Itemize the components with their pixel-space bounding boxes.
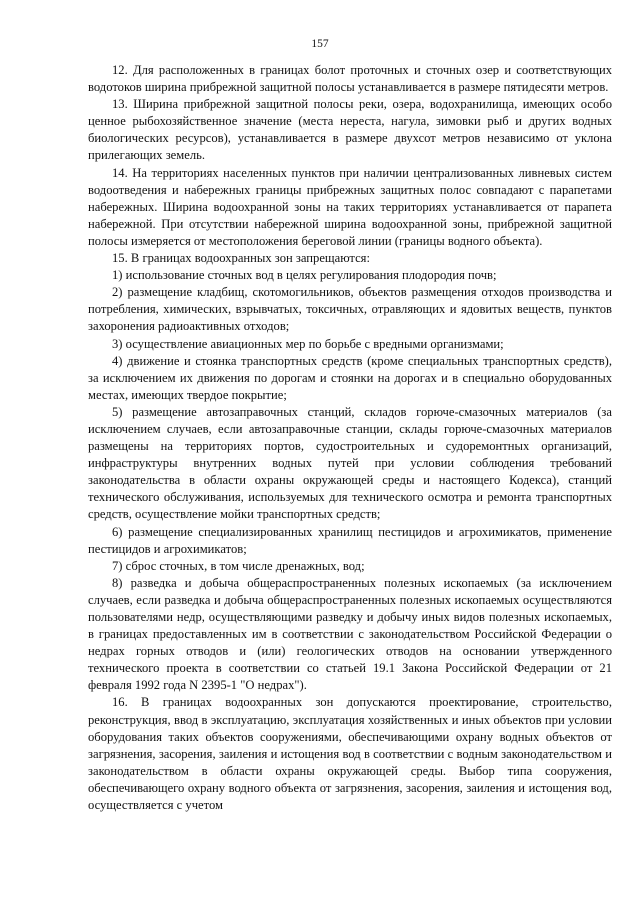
paragraph-16: 16. В границах водоохранных зон допускаются проектирование, строительство, реконструкция, ввод в эксплуатацию, эксплуатация хозяйственных и иных объектов при условии оборудования таких объектов сооружениями, обеспечивающими охрану водных объектов от загрязнения, засорения, заиления и истощения вод в соответствии с водным законодательством и законодательством в области охраны окружающей среды. Выбор типа сооружения, обеспечивающего охрану водного объекта от загрязнения, засорения, заиления и истощения вод, осуществляется с учетом	[88, 695, 612, 813]
paragraph-15-heading: 15. В границах водоохранных зон запрещаются:	[112, 251, 370, 266]
list-item-4: 4) движение и стоянка транспортных средств (кроме специальных транспортных средств), за исключением их движения по дорогам и стоянки на дорогах и в специально оборудованных местах, имеющих твердое покрытие;	[88, 353, 612, 402]
list-item-6: 6) размещение специализированных хранилищ пестицидов и агрохимикатов, применение пестицидов и агрохимикатов;	[88, 524, 612, 556]
page-number: 157	[311, 38, 329, 50]
document-body	[88, 62, 612, 814]
list-item-1: 1) использование сточных вод в целях регулирования плодородия почв;	[112, 268, 497, 283]
list-item-7: 7) сброс сточных, в том числе дренажных, вод;	[112, 558, 365, 573]
paragraph-13: 13. Ширина прибрежной защитной полосы реки, озера, водохранилища, имеющих особо ценное рыбохозяйственное значение (места нереста, нагула, зимовки рыб и других водных биологических ресурсов), устанавливается в размере двухсот метров независимо от уклона прилегающих земель.	[88, 97, 612, 163]
paragraph-12: 12. Для расположенных в границах болот проточных и сточных озер и соответствующих водотоков ширина прибрежной защитной полосы устанавливается в размере пятидесяти метров.	[88, 63, 612, 95]
paragraph-14: 14. На территориях населенных пунктов при наличии централизованных ливневых систем водоотведения и набережных границы прибрежных защитных полос совпадают с парапетами набережных. Ширина водоохранной зоны на таких территориях устанавливается от парапета набережной. При отсутствии набережной ширина водоохранной зоны, прибрежной защитной полосы измеряется от местоположения береговой линии (границы водного объекта).	[88, 165, 612, 248]
list-item-2: 2) размещение кладбищ, скотомогильников, объектов размещения отходов производства и потребления, химических, взрывчатых, токсичных, отравляющих и ядовитых веществ, пунктов захоронения радиоактивных отходов;	[88, 285, 612, 334]
list-item-5: 5) размещение автозаправочных станций, складов горюче-смазочных материалов (за исключением случаев, если автозаправочные станции, склады горюче-смазочных материалов размещены на территориях портов, судостроительных и судоремонтных организаций, инфраструктуры внутренних водных путей при условии соблюдения требований законодательства в области охраны окружающей среды и настоящего Кодекса), станций технического обслуживания, используемых для технического осмотра и ремонта транспортных средств, осуществление мойки транспортных средств;	[88, 404, 612, 522]
list-item-3: 3) осуществление авиационных мер по борьбе с вредными организмами;	[112, 336, 504, 351]
list-item-8: 8) разведка и добыча общераспространенных полезных ископаемых (за исключением случаев, если разведка и добыча общераспространенных полезных ископаемых осуществляются пользователями недр, осуществляющими разведку и добычу иных видов полезных ископаемых, в границах предоставленных им в соответствии с законодательством Российской Федерации о недрах горных отводов и (или) геологических отводов на основании утвержденного технического проекта в соответствии со статьей 19.1 Закона Российской Федерации от 21 февраля 1992 года N 2395-1 "О недрах").	[88, 575, 612, 693]
